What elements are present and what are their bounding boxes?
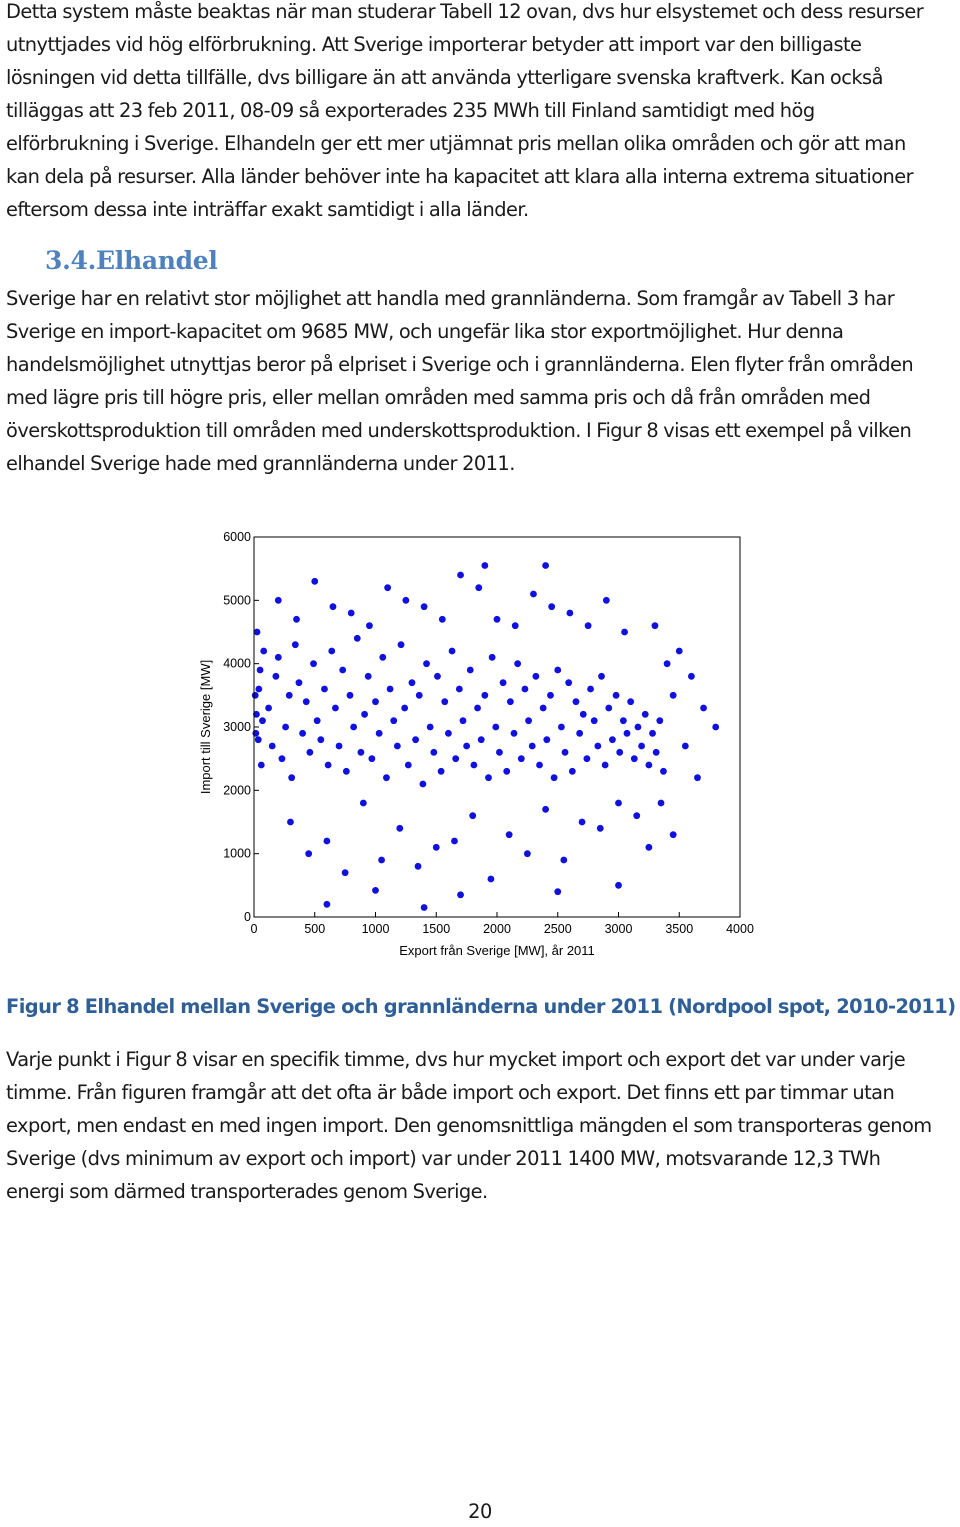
x-tick-label: 3000 xyxy=(604,922,633,936)
data-point xyxy=(621,629,628,636)
data-point xyxy=(439,616,446,623)
data-point xyxy=(503,768,510,775)
data-point xyxy=(475,584,482,591)
data-point xyxy=(384,584,391,591)
data-point xyxy=(457,572,464,579)
data-point xyxy=(449,648,456,655)
data-point xyxy=(358,749,365,756)
data-point xyxy=(615,882,622,889)
data-point xyxy=(252,730,259,737)
data-point xyxy=(567,610,574,617)
data-point xyxy=(368,755,375,762)
data-point xyxy=(423,660,430,667)
data-point xyxy=(569,768,576,775)
data-point xyxy=(457,891,464,898)
data-point xyxy=(434,673,441,680)
data-point xyxy=(361,711,368,718)
data-point xyxy=(314,717,321,724)
data-point xyxy=(430,749,437,756)
x-tick-label: 4000 xyxy=(726,922,754,936)
data-point xyxy=(260,648,267,655)
data-point xyxy=(378,857,385,864)
text-line: med lägre pris till högre pris, eller mellan områden med samma pris och då från områden med xyxy=(6,386,871,409)
figure-caption: Figur 8 Elhandel mellan Sverige och grannländerna under 2011 (Nordpool spot, 2010-2011) xyxy=(6,995,956,1018)
data-point xyxy=(649,730,656,737)
y-tick-label: 1000 xyxy=(223,846,251,861)
data-point xyxy=(350,724,357,731)
text-line: elförbrukning i Sverige. Elhandeln ger ett mer utjämnat pris mellan olika områden och gör att man xyxy=(6,132,906,155)
data-point xyxy=(402,597,409,604)
x-tick-label: 2000 xyxy=(483,922,511,936)
page-number: 20 xyxy=(468,1500,492,1523)
data-point xyxy=(265,705,272,712)
data-point xyxy=(542,562,549,569)
data-point xyxy=(548,603,555,610)
data-point xyxy=(324,838,331,845)
data-point xyxy=(394,743,401,750)
data-point xyxy=(478,736,485,743)
data-point xyxy=(433,844,440,851)
data-point xyxy=(279,755,286,762)
data-points xyxy=(252,562,719,911)
data-point xyxy=(573,698,580,705)
data-point xyxy=(512,622,519,629)
data-point xyxy=(525,717,532,724)
data-point xyxy=(712,724,719,731)
data-point xyxy=(584,755,591,762)
data-point xyxy=(360,800,367,807)
data-point xyxy=(325,762,332,769)
x-tick-label: 2500 xyxy=(543,922,572,936)
data-point xyxy=(670,692,677,699)
data-point xyxy=(272,673,279,680)
y-tick-label: 4000 xyxy=(223,656,251,671)
text-line: export, men endast en med ingen import. Den genomsnittliga mängden el som transporteras genom xyxy=(6,1114,932,1137)
data-point xyxy=(311,578,318,585)
data-point xyxy=(292,641,299,648)
data-point xyxy=(620,717,627,724)
data-point xyxy=(642,711,649,718)
data-point xyxy=(506,831,513,838)
data-point xyxy=(467,667,474,674)
data-point xyxy=(496,749,503,756)
data-point xyxy=(554,888,561,895)
data-point xyxy=(396,825,403,832)
data-point xyxy=(522,686,529,693)
data-point xyxy=(633,812,640,819)
data-point xyxy=(401,705,408,712)
data-point xyxy=(670,831,677,838)
data-point xyxy=(275,654,282,661)
text-line: elhandel Sverige hade med grannländerna under 2011. xyxy=(6,452,515,475)
paragraph-2 xyxy=(6,282,954,480)
data-point xyxy=(412,736,419,743)
data-point xyxy=(485,774,492,781)
data-point xyxy=(286,692,293,699)
data-point xyxy=(603,597,610,604)
data-point xyxy=(339,667,346,674)
text-line: eftersom dessa inte inträffar exakt samtidigt i alla länder. xyxy=(6,198,529,221)
data-point xyxy=(376,730,383,737)
section-heading: 3.4.Elhandel xyxy=(45,246,218,275)
data-point xyxy=(638,743,645,750)
text-line: Varje punkt i Figur 8 visar en specifik timme, dvs hur mycket import och export det var under varje xyxy=(6,1048,906,1071)
text-line: handelsmöjlighet utnyttjas beror på elpriset i Sverige och i grannländerna. Elen flyter från områden xyxy=(6,353,914,376)
data-point xyxy=(605,705,612,712)
data-point xyxy=(342,869,349,876)
x-tick-label: 3500 xyxy=(665,922,694,936)
data-point xyxy=(511,730,518,737)
data-point xyxy=(591,717,598,724)
data-point xyxy=(379,654,386,661)
data-point xyxy=(324,901,331,908)
data-point xyxy=(409,679,416,686)
data-point xyxy=(372,887,379,894)
x-axis-ticks xyxy=(251,912,754,936)
data-point xyxy=(664,660,671,667)
data-point xyxy=(688,673,695,680)
data-point xyxy=(332,705,339,712)
text-line: energi som därmed transporterades genom Sverige. xyxy=(6,1180,488,1203)
data-point xyxy=(500,679,507,686)
paragraph-3 xyxy=(6,1043,954,1208)
data-point xyxy=(579,819,586,826)
data-point xyxy=(700,705,707,712)
data-point xyxy=(317,736,324,743)
x-tick-label: 1500 xyxy=(422,922,451,936)
data-point xyxy=(645,844,652,851)
data-point xyxy=(438,768,445,775)
text-line: överskottsproduktion till områden med underskottsproduktion. I Figur 8 visas ett exempel på vilken xyxy=(6,419,912,442)
x-axis-label: Export från Sverige [MW], år 2011 xyxy=(399,943,595,958)
y-tick-label: 3000 xyxy=(223,720,251,734)
data-point xyxy=(542,806,549,813)
data-point xyxy=(252,692,259,699)
data-point xyxy=(258,762,265,769)
y-tick-label: 5000 xyxy=(223,593,251,608)
data-point xyxy=(658,800,665,807)
data-point xyxy=(310,660,317,667)
data-point xyxy=(652,622,659,629)
data-point xyxy=(463,743,470,750)
data-point xyxy=(348,610,355,617)
data-point xyxy=(321,686,328,693)
data-point xyxy=(609,736,616,743)
data-point xyxy=(460,717,467,724)
data-point xyxy=(565,679,572,686)
data-point xyxy=(518,755,525,762)
data-point xyxy=(488,876,495,883)
data-point xyxy=(456,686,463,693)
data-point xyxy=(306,749,313,756)
data-point xyxy=(580,711,587,718)
data-point xyxy=(585,622,592,629)
data-point xyxy=(656,717,663,724)
data-point xyxy=(282,724,289,731)
y-tick-label: 0 xyxy=(244,910,251,924)
data-point xyxy=(492,724,499,731)
data-point xyxy=(469,812,476,819)
data-point xyxy=(347,692,354,699)
data-point xyxy=(494,616,501,623)
data-point xyxy=(257,667,264,674)
data-point xyxy=(524,850,531,857)
text-line: lösningen vid detta tillfälle, dvs billigare än att använda ytterligare svenska kraftverk. Kan också xyxy=(6,66,883,89)
data-point xyxy=(645,762,652,769)
data-point xyxy=(416,692,423,699)
data-point xyxy=(471,762,478,769)
data-point xyxy=(441,698,448,705)
data-point xyxy=(275,597,282,604)
data-point xyxy=(293,616,300,623)
data-point xyxy=(405,762,412,769)
scatter-chart xyxy=(0,500,960,970)
data-point xyxy=(259,717,266,724)
text-line: Sverige har en relativt stor möjlighet att handla med grannländerna. Som framgår av Tabell 3 har xyxy=(6,287,895,310)
data-point xyxy=(560,857,567,864)
data-point xyxy=(558,724,565,731)
x-tick-label: 0 xyxy=(250,922,258,936)
data-point xyxy=(269,743,276,750)
text-line: Detta system måste beaktas när man studerar Tabell 12 ovan, dvs hur elsystemet och dess resurser xyxy=(6,0,924,23)
data-point xyxy=(602,762,609,769)
data-point xyxy=(255,736,262,743)
data-point xyxy=(489,654,496,661)
data-point xyxy=(328,648,335,655)
data-point xyxy=(631,755,638,762)
data-point xyxy=(597,825,604,832)
data-point xyxy=(624,730,631,737)
data-point xyxy=(532,673,539,680)
data-point xyxy=(536,762,543,769)
data-point xyxy=(543,736,550,743)
y-tick-label: 6000 xyxy=(223,530,251,544)
data-point xyxy=(547,692,554,699)
data-point xyxy=(303,698,310,705)
data-point xyxy=(676,648,683,655)
data-point xyxy=(343,768,350,775)
data-point xyxy=(562,749,569,756)
data-point xyxy=(452,755,459,762)
data-point xyxy=(372,698,379,705)
data-point xyxy=(445,730,452,737)
data-point xyxy=(615,800,622,807)
data-point xyxy=(616,749,623,756)
data-point xyxy=(330,603,337,610)
text-line: utnyttjades vid hög elförbrukning. Att Sverige importerar betyder att import var den billigaste xyxy=(6,33,862,56)
data-point xyxy=(365,673,372,680)
data-point xyxy=(653,749,660,756)
data-point xyxy=(255,686,262,693)
data-point xyxy=(383,774,390,781)
data-point xyxy=(540,705,547,712)
data-point xyxy=(366,622,373,629)
data-point xyxy=(387,686,394,693)
data-point xyxy=(613,692,620,699)
data-point xyxy=(635,724,642,731)
data-point xyxy=(421,904,428,911)
data-point xyxy=(598,673,605,680)
data-point xyxy=(398,641,405,648)
data-point xyxy=(507,698,514,705)
text-line: tilläggas att 23 feb 2011, 08-09 så exporterades 235 MWh till Finland samtidigt med hög xyxy=(6,99,815,122)
text-line: kan dela på resurser. Alla länder behöver inte ha kapacitet att klara alla interna extrema situationer xyxy=(6,165,914,188)
data-point xyxy=(660,768,667,775)
data-point xyxy=(551,774,558,781)
data-point xyxy=(419,781,426,788)
data-point xyxy=(481,562,488,569)
data-point xyxy=(415,863,422,870)
data-point xyxy=(305,850,312,857)
y-tick-label: 2000 xyxy=(223,783,251,798)
data-point xyxy=(427,724,434,731)
data-point xyxy=(474,705,481,712)
data-point xyxy=(530,591,537,598)
text-line: Sverige (dvs minimum av export och import) var under 2011 1400 MW, motsvarande 12,3 TWh xyxy=(6,1147,881,1170)
data-point xyxy=(390,717,397,724)
x-tick-label: 1000 xyxy=(361,922,390,936)
paragraph-1 xyxy=(6,0,954,226)
data-point xyxy=(627,698,634,705)
data-point xyxy=(254,629,261,636)
data-point xyxy=(451,838,458,845)
data-point xyxy=(529,743,536,750)
data-point xyxy=(354,635,361,642)
data-point xyxy=(336,743,343,750)
data-point xyxy=(421,603,428,610)
y-axis-label: Import till Sverige [MW] xyxy=(198,659,213,795)
data-point xyxy=(514,660,521,667)
data-point xyxy=(576,730,583,737)
data-point xyxy=(287,819,294,826)
data-point xyxy=(288,774,295,781)
text-line: timme. Från figuren framgår att det ofta är både import och export. Det finns ett par timmar utan xyxy=(6,1081,895,1104)
x-tick-label: 500 xyxy=(304,922,326,936)
text-line: Sverige en import-kapacitet om 9685 MW, och ungefär lika stor exportmöjlighet. Hur denna xyxy=(6,320,844,343)
figure-8 xyxy=(0,500,960,970)
data-point xyxy=(299,730,306,737)
data-point xyxy=(481,692,488,699)
data-point xyxy=(682,743,689,750)
data-point xyxy=(587,686,594,693)
data-point xyxy=(594,743,601,750)
data-point xyxy=(296,679,303,686)
data-point xyxy=(694,774,701,781)
data-point xyxy=(554,667,561,674)
